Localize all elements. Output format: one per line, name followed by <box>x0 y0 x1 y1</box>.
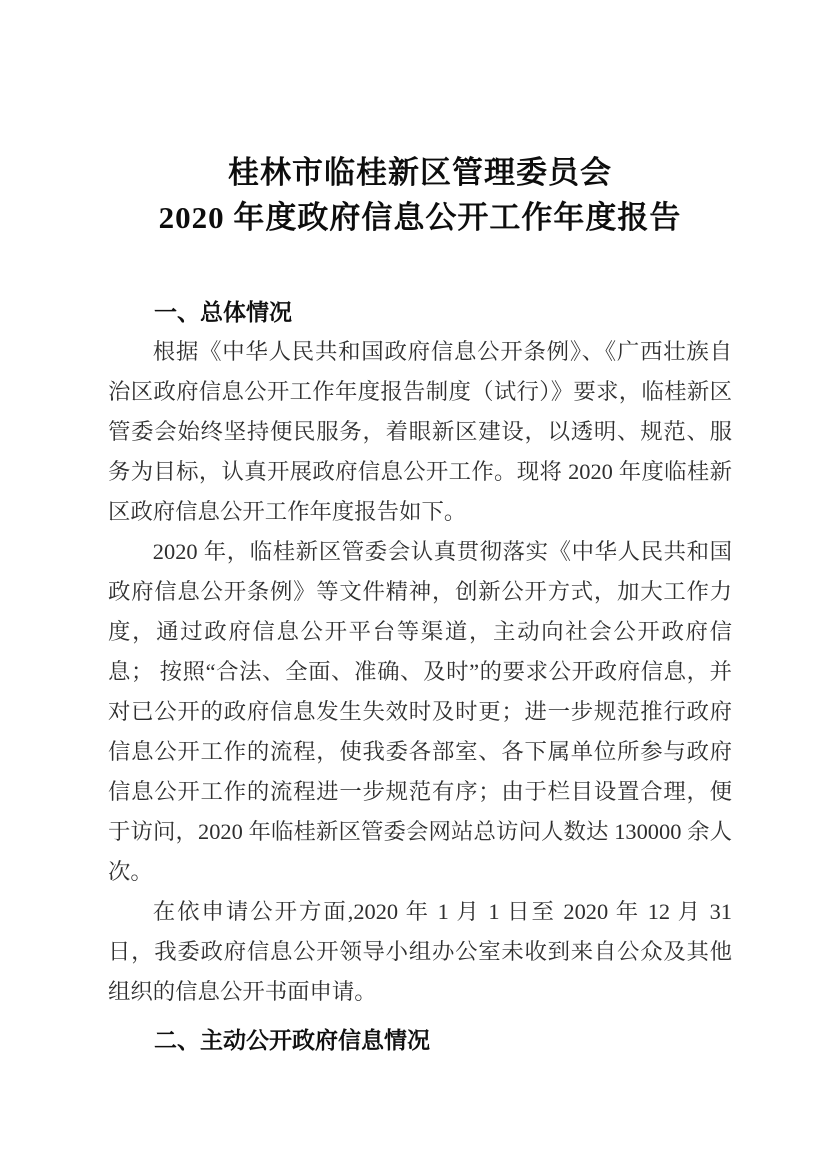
paragraph-request-based-disclosure: 在依申请公开方面,2020 年 1 月 1 日至 2020 年 12 月 31 日，我委政府信息公开领导小组办公室未收到来自公众及其他组织的信息公开书面申请。 <box>108 899 732 1004</box>
document-title <box>108 150 732 240</box>
title-line-1: 桂林市临桂新区管理委员会 <box>228 155 612 190</box>
title-line-2: 2020 年度政府信息公开工作年度报告 <box>158 200 682 235</box>
section-heading-proactive-disclosure: 二、主动公开政府信息情况 <box>154 1027 430 1053</box>
paragraph-basis-and-goals: 根据《中华人民共和国政府信息公开条例》、《广西壮族自治区政府信息公开工作年度报告制度（试行）》要求，临桂新区管委会始终坚持便民服务，着眼新区建设，以透明、规范、服务为目标，认真开展政府信息公开工作。现将 2020 年度临桂新区政府信息公开工作年度报告如下。 <box>108 339 732 524</box>
section-heading-overall-situation: 一、总体情况 <box>154 299 292 325</box>
paragraph-2020-work-summary: 2020 年，临桂新区管委会认真贯彻落实《中华人民共和国政府信息公开条例》等文件精神，创新公开方式，加大工作力度，通过政府信息公开平台等渠道，主动向社会公开政府信息； 按照“合法、全面、准确、及时”的要求公开政府信息，并对已公开的政府信息发生失效时及时更；进一步规范推行政府信息公开工作的流程，使我委各部室、各下属单位所参与政府信息公开工作的流程进一步规范有序；由于栏目设置合理，便于访问，2020 年临桂新区管委会网站总访问人数达 130000 余人次。 <box>108 539 732 884</box>
